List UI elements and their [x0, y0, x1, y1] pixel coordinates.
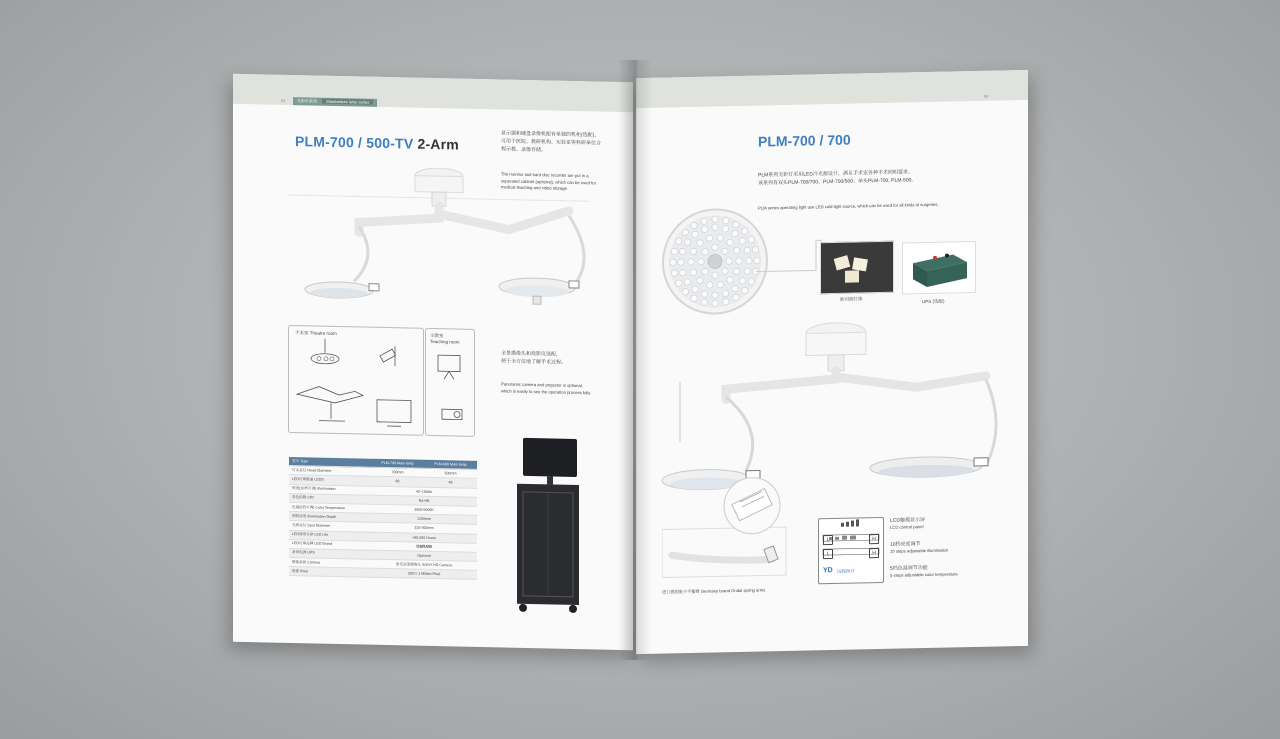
- led-bead: [679, 269, 685, 276]
- right-page-title: PLM-700 / 700: [758, 131, 851, 150]
- intro-cn-line: 显示器和硬盘录像机配有单独的机柜(选配)，: [501, 130, 600, 139]
- led-bead: [684, 279, 690, 286]
- teaching-room-box: [425, 328, 475, 437]
- camera-note-en: [501, 381, 626, 397]
- teaching-room-drawing: [426, 347, 474, 434]
- lcd-control-panel: [818, 517, 884, 584]
- lcd-key-l: L: [823, 535, 833, 545]
- lamp-head-closeup: [660, 205, 770, 317]
- led-bead: [732, 230, 738, 237]
- left-page-title: [295, 133, 459, 152]
- led-bead: [701, 291, 707, 298]
- camera-note-cn: [501, 349, 621, 368]
- led-bead: [698, 258, 704, 265]
- led-bead: [733, 294, 739, 301]
- led-bead: [722, 226, 728, 233]
- spec-value-cell: 40~160klx: [371, 486, 477, 497]
- spec-param-cell: 摄像系统 Camera: [289, 558, 371, 569]
- led-bead: [701, 218, 707, 225]
- led-bead: [670, 259, 676, 266]
- led-bead: [679, 248, 685, 255]
- spec-value-cell: 700mm: [371, 467, 424, 477]
- spec-param-cell: 色温(5档可调) Color Temperature: [289, 502, 371, 513]
- teaching-room-label-en: Teaching room: [430, 338, 460, 345]
- spec-value-cell: Ra>96: [371, 495, 477, 506]
- led-bead: [690, 248, 696, 255]
- left-page-number: 03: [281, 97, 286, 103]
- led-bead: [671, 248, 677, 255]
- led-bead: [744, 247, 750, 254]
- spec-value-cell: 500mm: [424, 468, 477, 478]
- led-bead: [702, 268, 708, 275]
- led-bead: [691, 222, 697, 229]
- intro-cn-line: 程示教、录像存储。: [501, 146, 547, 154]
- led-bead: [684, 239, 690, 246]
- theatre-room-label: 手术室 Theatre room: [295, 330, 337, 336]
- led-bead: [697, 240, 703, 247]
- spec-value-cell: 3500-5000K: [371, 504, 477, 515]
- led-bead: [712, 216, 718, 223]
- spec-value-cell: OSRAM: [371, 541, 477, 552]
- right-desc-en: PLM series operating light use LED cold light source, which can be used for all kinds of surgeries.: [758, 201, 939, 211]
- spec-param-cell: 光斑直径 Spot Diameter: [289, 521, 371, 532]
- led-bead: [712, 224, 718, 231]
- spec-value-cell: 1200mm: [371, 513, 477, 524]
- spec-value-cell: 120-300mm: [371, 523, 477, 534]
- color-temp-label-cn: 5档色温调节功能: [890, 564, 928, 572]
- led-bead: [723, 299, 729, 306]
- camera-note-cn-line: 全景摄像头和投影仪选配，: [501, 350, 562, 358]
- dual-lamp-illustration: [656, 315, 1016, 493]
- led-bead: [741, 287, 747, 294]
- led-bead: [712, 272, 718, 279]
- left-page: [233, 74, 633, 650]
- illumination-label-en: 10 steps adjustable illumination: [890, 547, 949, 554]
- spec-value-cell: 索尼高清摄像头 SONY HD Camera: [371, 559, 477, 570]
- intro-en-line: The monitor and hard disc recorder are put in a: [501, 171, 589, 179]
- led-bead: [701, 226, 707, 233]
- panel-brand: 远程医疗: [837, 568, 855, 574]
- led-bead: [706, 282, 712, 289]
- led-bead: [727, 239, 733, 246]
- header-tab-sub: Shadowless lamp series: [322, 99, 373, 105]
- led-bead: [690, 269, 696, 276]
- intro-cn: [501, 129, 619, 155]
- right-desc-cn-line: 该系列有双头PLM-700/700、PLM-700/500；单头PLM-700, PLM-500。: [758, 177, 917, 187]
- led-bead: [733, 221, 739, 228]
- lcd-key-h: H: [869, 534, 879, 544]
- right-desc-cn-line: PLM系列无影灯采用LED冷光源设计，满足手术室各种手术照明要求。: [758, 169, 914, 179]
- intro-en-line: seperated cabinet (optional), which can be used for: [501, 177, 596, 185]
- led-chip-photo: [820, 241, 894, 295]
- ups-battery-photo: [902, 241, 976, 295]
- spec-param-cell: LED使用寿命 LED Life: [289, 530, 371, 541]
- spec-param-cell: 备用电源 UPS: [289, 548, 371, 559]
- lcd-label-en: LCD control panel: [890, 524, 924, 530]
- led-bead: [746, 257, 752, 264]
- right-desc-cn: [758, 166, 1018, 187]
- lcd-key-l2: L: [823, 549, 833, 559]
- led-bead: [678, 259, 684, 266]
- panel-logo: YD: [823, 566, 833, 575]
- theatre-room-drawing: [289, 336, 423, 433]
- spec-param-cell: 灯头直径 Head Diameter: [289, 466, 371, 477]
- camera-note-en-line: Panoramic camera and projector is optional,: [501, 381, 583, 389]
- led-bead: [706, 235, 712, 242]
- led-bead: [688, 259, 694, 266]
- camera-note-cn-line: 便于全方位地了解手术过程。: [501, 358, 567, 366]
- right-page-number: 04: [984, 93, 989, 99]
- spec-param-cell: 像素 Pixel: [289, 567, 371, 578]
- video-cabinet-illustration: [517, 436, 587, 617]
- title-suffix: 2-Arm: [417, 135, 459, 153]
- led-bead: [722, 290, 728, 297]
- led-bead: [732, 285, 738, 292]
- spec-value-cell: Optional: [371, 550, 477, 561]
- led-bead: [712, 244, 718, 251]
- lcd-key-h2: H: [869, 548, 879, 558]
- title-model: PLM-700 / 500-TV: [295, 133, 414, 152]
- led-bead: [691, 295, 697, 302]
- led-bead: [675, 238, 681, 245]
- led-bead: [671, 270, 677, 277]
- spec-value-cell: >60,000 Hours: [371, 532, 477, 543]
- teaching-room-label-cn: 示教室: [430, 332, 444, 339]
- two-arm-lamp-illustration: [269, 165, 609, 322]
- led-bead: [748, 236, 754, 243]
- spec-param-cell: 照明深度 Illumination Depth: [289, 512, 371, 523]
- led-bead: [739, 278, 745, 285]
- camera-note-en-line: which is easily to see the operation process fully.: [501, 387, 592, 395]
- led-bead: [733, 268, 739, 275]
- led-bead: [733, 247, 739, 254]
- led-bead: [741, 228, 747, 235]
- led-bead: [682, 289, 688, 296]
- led-bead: [692, 231, 698, 238]
- spring-arm-closeup: [662, 474, 812, 587]
- led-bead: [727, 277, 733, 284]
- spec-value-cell: 80: [371, 477, 424, 487]
- led-bead: [712, 292, 718, 299]
- led-bead: [712, 300, 718, 307]
- led-bead: [722, 248, 728, 255]
- led-bead: [717, 281, 723, 288]
- header-tab-label: 无影灯系列: [297, 98, 317, 104]
- intro-cn-line: 可用于医院、教研机构、实验室等科研单位合: [501, 138, 602, 147]
- led-bead: [682, 229, 688, 236]
- spring-arm-caption: 进口德国奥卡平衡臂 Germany brand Ondal spring arms: [662, 587, 766, 595]
- illumination-label-cn: 10档亮度调节: [890, 541, 921, 548]
- intro-en-line: medical teaching and video storage.: [501, 184, 569, 191]
- led-bead: [717, 235, 723, 242]
- spec-header-type: 型号 Type: [289, 457, 371, 467]
- spec-param-cell: LED灯珠数量 LEDS: [289, 475, 371, 486]
- led-bead: [692, 286, 698, 293]
- spec-table: [289, 457, 477, 580]
- led-bead: [722, 268, 728, 275]
- spec-value-cell: 48: [424, 478, 477, 488]
- led-bead: [736, 258, 742, 265]
- spec-header-plm700: PLM-700 Main lamp: [371, 459, 424, 469]
- spec-param-cell: 显色指数 CRI: [289, 493, 371, 504]
- theatre-room-box: [288, 325, 424, 436]
- color-temp-label-en: 5 steps adjustable color temperature: [890, 571, 958, 578]
- led-bead: [726, 258, 732, 265]
- spec-param-cell: 照度(10档可调) Illumination: [289, 484, 371, 495]
- led-bead: [701, 299, 707, 306]
- ups-label: UPS (选配): [922, 298, 945, 305]
- led-bead: [675, 280, 681, 287]
- led-bead: [697, 277, 703, 284]
- right-page: [636, 70, 1028, 654]
- spec-param-cell: LED灯珠品牌 LED Brand: [289, 539, 371, 550]
- spec-value-cell: 300万 3 Million Pixel: [371, 568, 477, 579]
- led-bead: [702, 248, 708, 255]
- lcd-label-cn: LCD触摸显示屏: [890, 517, 926, 524]
- left-header-tab: [293, 97, 377, 107]
- led-bead: [744, 268, 750, 275]
- led-bead: [748, 278, 754, 285]
- led-bead: [739, 238, 745, 245]
- led-chip-label: 欧司朗灯珠: [840, 296, 863, 302]
- spec-header-plm500: PLM-500 Main lamp: [424, 460, 477, 470]
- led-bead: [723, 217, 729, 224]
